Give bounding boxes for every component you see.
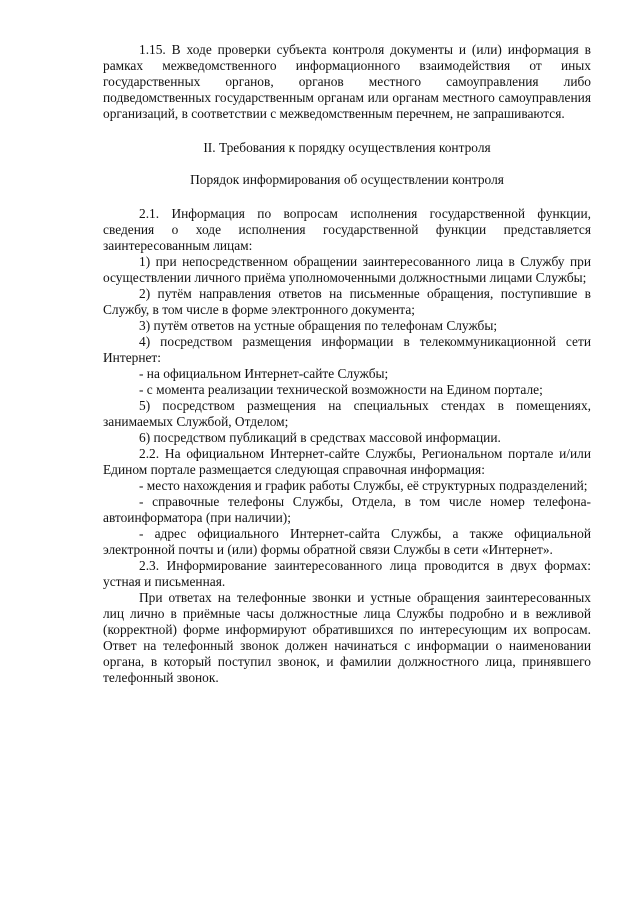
paragraph-2-3-phone: При ответах на телефонные звонки и устные обращения заинтересованных лиц лично в приёмные часы должностные лица Службы подробно и в вежливой (корректной) форме информируют обратившихся по интересующим их вопросам. Ответ на телефонный звонок должен начинаться с информации о наименовании органа, в который поступил звонок, и фамилии должностного лица, принявшего телефонный звонок. [103, 590, 591, 685]
list-item-3: 3) путём ответов на устные обращения по телефонам Службы; [139, 318, 498, 333]
list-item-4b: - с момента реализации технической возможности на Едином портале; [139, 382, 543, 397]
paragraph-2-3: 2.3. Информирование заинтересованного лица проводится в двух формах: устная и письменная. [103, 558, 591, 589]
list-item-2-2c: - адрес официального Интернет-сайта Службы, а также официальной электронной почты и (или) формы обратной связи Службы в сети «Интернет». [103, 526, 591, 557]
section-title: II. Требования к порядку осуществления контроля [203, 140, 491, 155]
list-item-1: 1) при непосредственном обращении заинтересованного лица в Службу при осуществлении личного приёма уполномоченными должностными лицами Службы; [103, 254, 591, 285]
subsection-title: Порядок информирования об осуществлении контроля [190, 172, 504, 187]
paragraph-2-1: 2.1. Информация по вопросам исполнения государственной функции, сведения о ходе исполнения государственной функции представляется заинтересованным лицам: [103, 206, 591, 253]
list-item-6: 6) посредством публикаций в средствах массовой информации. [139, 430, 501, 445]
list-item-2-2a: - место нахождения и график работы Службы, её структурных подразделений; [139, 478, 588, 493]
document-body [103, 42, 591, 686]
list-item-5: 5) посредством размещения на специальных стендах в помещениях, занимаемых Службой, Отделом; [103, 398, 591, 429]
list-item-4a: - на официальном Интернет-сайте Службы; [139, 366, 389, 381]
list-item-2-2b: - справочные телефоны Службы, Отдела, в том числе номер телефона-автоинформатора (при наличии); [103, 494, 591, 525]
paragraph-1-15: 1.15. В ходе проверки субъекта контроля документы и (или) информация в рамках межведомственного информационного взаимодействия от иных государственных органов, органов местного самоуправления либо подведомственных государственным органам или органам местного самоуправления организаций, в соответствии с межведомственным перечнем, не запрашиваются. [103, 42, 591, 121]
paragraph-2-2: 2.2. На официальном Интернет-сайте Службы, Региональном портале и/или Едином портале размещается следующая справочная информация: [103, 446, 591, 477]
list-item-4: 4) посредством размещения информации в телекоммуникационной сети Интернет: [103, 334, 591, 365]
list-item-2: 2) путём направления ответов на письменные обращения, поступившие в Службу, в том числе в форме электронного документа; [103, 286, 591, 317]
